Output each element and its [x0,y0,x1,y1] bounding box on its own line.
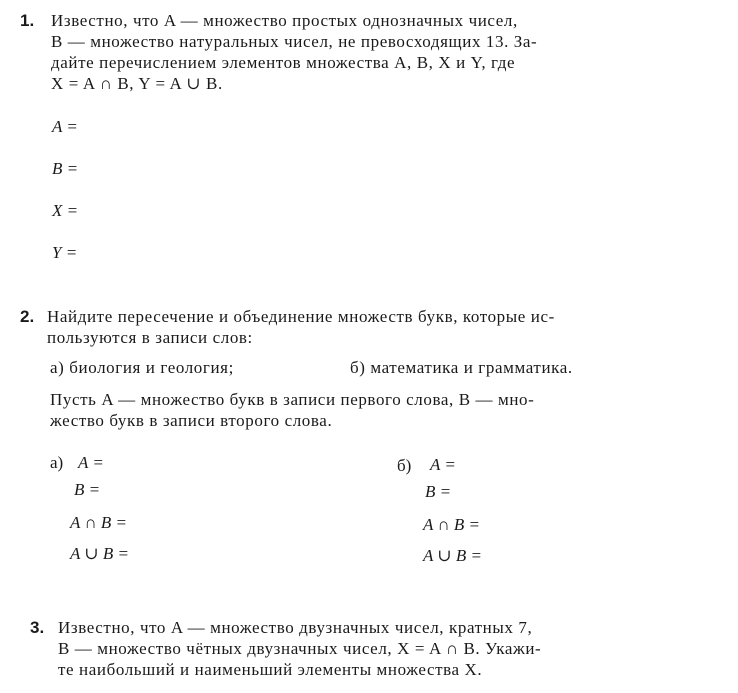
part-b-union[interactable]: A ∪ B = [423,546,482,565]
part-b-label: б) [397,456,412,475]
task-3-line: B — множество чётных двузначных чисел, X = A ∩ B. Укажи- [58,639,542,658]
task-1-number: 1. [20,11,35,30]
task-2-line: Найдите пересечение и объединение множеств букв, которые ис- [47,307,555,326]
task-3-line: Известно, что A — множество двузначных чисел, кратных 7, [58,618,533,637]
task-2-explain-line: жество букв в записи второго слова. [50,411,333,430]
answer-blank-x[interactable]: X = [52,201,79,220]
part-b-set-a[interactable]: A = [430,455,456,474]
task-1-line: B — множество натуральных чисел, не превосходящих 13. За- [51,32,538,51]
task-2-explain-line: Пусть A — множество букв в записи первого слова, B — мно- [50,390,535,409]
task-3-line: те наибольший и наименьший элементы множества X. [58,660,483,679]
task-2-text [47,306,719,348]
part-a-set-a[interactable]: A = [78,453,104,472]
task-3-text [58,617,721,680]
task-1-line: Известно, что A — множество простых однозначных чисел, [51,11,518,30]
part-a-label: а) [50,453,64,472]
part-b-set-b[interactable]: B = [425,482,452,501]
part-a-set-b[interactable]: B = [74,480,101,499]
task-3-number: 3. [30,618,45,637]
task-1-line: дайте перечислением элементов множества A, B, X и Y, где [51,53,516,72]
part-a-union[interactable]: A ∪ B = [70,544,129,563]
task-2-line: пользуются в записи слов: [47,328,253,347]
part-b-intersection[interactable]: A ∩ B = [423,515,480,534]
task-2-explanation [50,389,720,431]
part-a-intersection[interactable]: A ∩ B = [70,513,127,532]
task-2-number: 2. [20,307,35,326]
task-1-text [51,10,719,94]
task-1-line: X = A ∩ B, Y = A ∪ B. [51,74,223,93]
answer-blank-y[interactable]: Y = [52,243,78,262]
task-2-option-a: а) биология и геология; [50,358,234,377]
answer-blank-a[interactable]: A = [52,117,78,136]
answer-blank-b[interactable]: B = [52,159,79,178]
task-2-option-b: б) математика и грамматика. [350,358,573,377]
